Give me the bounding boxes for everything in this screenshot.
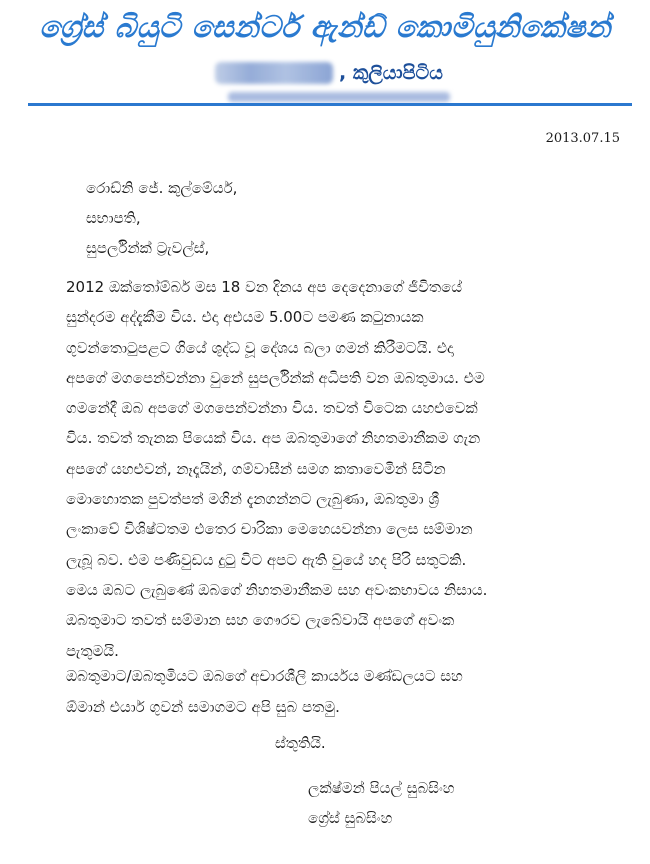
body-line: පැතුමයි. xyxy=(66,641,119,660)
body-line: ලැබූ බව. එම පණිවුඩය දුටු විට අපට ඇති වුයේ හද පිරි සතුටකි. xyxy=(66,550,467,569)
body-line: අපගේ යහළුවන්, නෑදෑයින්, ගම්වාසීන් සමග කතාවෙමින් සිටින xyxy=(66,459,446,478)
body-line: ලංකාවේ විශිෂ්ටතම එතෙර චාරිකා මෙහෙයවන්නා ලෙස සම්මාන xyxy=(66,520,473,539)
closing-line: ඔබතුමාට/ඔබතුමියට ඔබගේ අචාරශීලි කාර්යය මණ්ඩලයට සහ xyxy=(66,667,463,685)
thanks-line: ස්තුතියි. xyxy=(275,734,326,752)
body-line: අපගේ මගපෙන්වන්නා වුනේ සුපර්ලින්ක් අධිපති වන ඔබතුමාය. එම xyxy=(66,368,485,387)
letterhead-location-row xyxy=(215,58,443,88)
recipient-title: සභාපති, xyxy=(86,209,141,227)
recipient-block xyxy=(86,173,237,263)
body-line: 2012 ඔක්තෝම්බර් මස 18 වන දිනය අප දෙදෙනාගේ ජීවිතයේ xyxy=(66,278,463,296)
recipient-company: සුපර්ලින්ක් ට්‍රැවල්ස්, xyxy=(86,239,210,257)
closing-line: ඕමාන් එයාර් ගුවන් සමාගමට අපි සුබ පතමු. xyxy=(66,698,340,716)
signatory-block xyxy=(308,773,455,833)
redacted-name xyxy=(215,62,333,84)
letterhead-location: , කුලියාපිටිය xyxy=(339,62,443,84)
body-line: මෙය ඔබට ලැබුණේ ඔබගේ නිහතමානීකම සහ අවංකභාවය නිසාය. xyxy=(66,580,488,599)
body-line: ගුවන්තොටුපළට ගියේ ශුද්ධ වූ දේශය බලා ගමන් කිරීමටයි. එදා xyxy=(66,338,454,357)
closing-paragraph xyxy=(66,661,586,723)
body-line: ගමනේදී ඔබ අපගේ මගපෙන්වන්නා විය. තවත් විටෙක යහළුවෙක් xyxy=(66,399,478,418)
letterhead-title: ග්‍රේස් බියුටි සෙන්ටර් ඇන්ඩ් කොමියුනිකේෂන් xyxy=(39,10,611,45)
letter-date: 2013.07.15 xyxy=(545,131,620,146)
body-paragraph xyxy=(66,272,566,666)
recipient-name: රොඩ්නි ජේ. කුල්මේයර්, xyxy=(86,179,238,197)
body-line: සුන්දරම අද්දැකීම විය. එදා අළුයම 5.00ට පමණ කටුනායක xyxy=(66,308,424,327)
body-line: මොහොතක පුවත්පත් මගින් දැනගන්නට ලැබුණා, ඔබතුමා ශ්‍රී xyxy=(66,490,440,509)
signatory-name: ලක්ෂ්මන් පියල් සුබසිංහ xyxy=(308,779,455,797)
body-line: ඔබතුමාට තවත් සම්මාන සහ ගෞරව ලැබේවායි අපගේ අවංක xyxy=(66,611,455,630)
body-line: විය. තවත් තැනක පියෙක් විය. අප ඔබතුමාගේ නිහතමානීකම ගැන xyxy=(66,429,481,448)
letterhead-divider xyxy=(28,103,632,106)
redacted-address xyxy=(228,92,450,102)
signatory-name: ග්‍රේස් සුබසිංහ xyxy=(308,809,393,827)
